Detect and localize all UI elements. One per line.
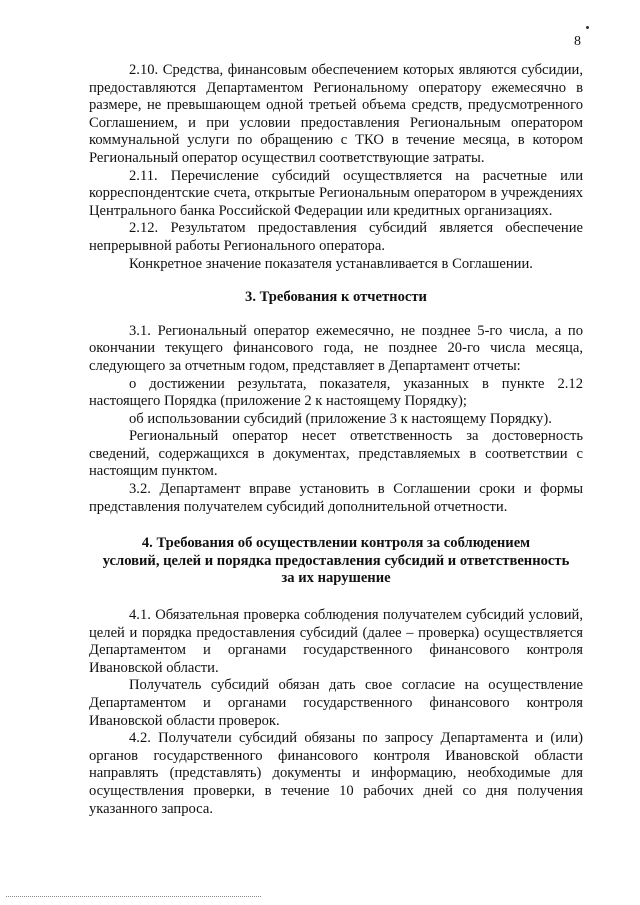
scan-artifact-line — [6, 896, 261, 897]
paragraph-3-1-result: о достижении результата, показателя, указанных в пункте 2.12 настоящего Порядка (приложение 2 к настоящему Порядку); — [89, 375, 583, 410]
paragraph-3-1: 3.1. Региональный оператор ежемесячно, не позднее 5-го числа, а по окончании текущего финансового года, не позднее 20-го числа месяца, следующего за отчетным годом, представляет в Департамент отчеты: — [89, 322, 583, 374]
paragraph-4-2: 4.2. Получатели субсидий обязаны по запросу Департамента и (или) органов государственного финансового контроля Ивановской области направлять (представлять) документы и информацию, необходимые для осуществления проверки, в течение 10 рабочих дней со дня получения указанного запроса. — [89, 730, 583, 817]
paragraph-2-12: 2.12. Результатом предоставления субсидий является обеспечение непрерывной работы Регионального оператора. — [89, 220, 583, 254]
paragraph-4-1-consent: Получатель субсидий обязан дать свое согласие на осуществление Департаментом и органами государственного финансового контроля Ивановской области проверок. — [89, 677, 583, 729]
paragraph-2-11: 2.11. Перечисление субсидий осуществляется на расчетные или корреспондентские счета, открытые Региональным оператором в учреждениях Центрального банка Российской Федерации или кредитных организациях. — [89, 167, 583, 219]
paragraph-2-10: 2.10. Средства, финансовым обеспечением которых являются субсидии, предоставляются Департаментом Региональному оператору ежемесячно в размере, не превышающем одной третьей объема средств, предусмотренного Соглашением, и при условии предоставления Региональным оператором коммунальной услуги по обращению с ТКО в течение месяца, в котором Региональный оператор осуществил соответствующие затраты. — [89, 62, 583, 166]
section-4-heading-line-1: 4. Требования об осуществлении контроля за соблюдением — [141, 535, 531, 552]
section-4-heading-line-3: за их нарушение — [281, 570, 391, 587]
section-4-heading — [89, 535, 583, 588]
paragraph-3-1-usage: об использовании субсидий (приложение 3 к настоящему Порядку). — [129, 410, 552, 427]
document-body — [89, 62, 583, 818]
section-3-heading: 3. Требования к отчетности — [245, 289, 427, 306]
paragraph-4-1: 4.1. Обязательная проверка соблюдения получателем субсидий условий, целей и порядка предоставления субсидий (далее – проверка) осуществляется Департаментом и органами государственного финансового контроля Ивановской области. — [89, 607, 583, 676]
scan-dot — [586, 26, 589, 29]
paragraph-3-2: 3.2. Департамент вправе установить в Соглашении сроки и формы представления получателем субсидий дополнительной отчетности. — [89, 481, 583, 515]
page-number: 8 — [574, 34, 581, 49]
paragraph-3-1-responsibility: Региональный оператор несет ответственность за достоверность сведений, содержащихся в документах, представляемых в соответствии с настоящим пунктом. — [89, 428, 583, 480]
section-4-heading-line-2: условий, целей и порядка предоставления субсидий и ответственность — [102, 552, 570, 569]
paragraph-indicator-note: Конкретное значение показателя устанавливается в Соглашении. — [129, 255, 533, 272]
